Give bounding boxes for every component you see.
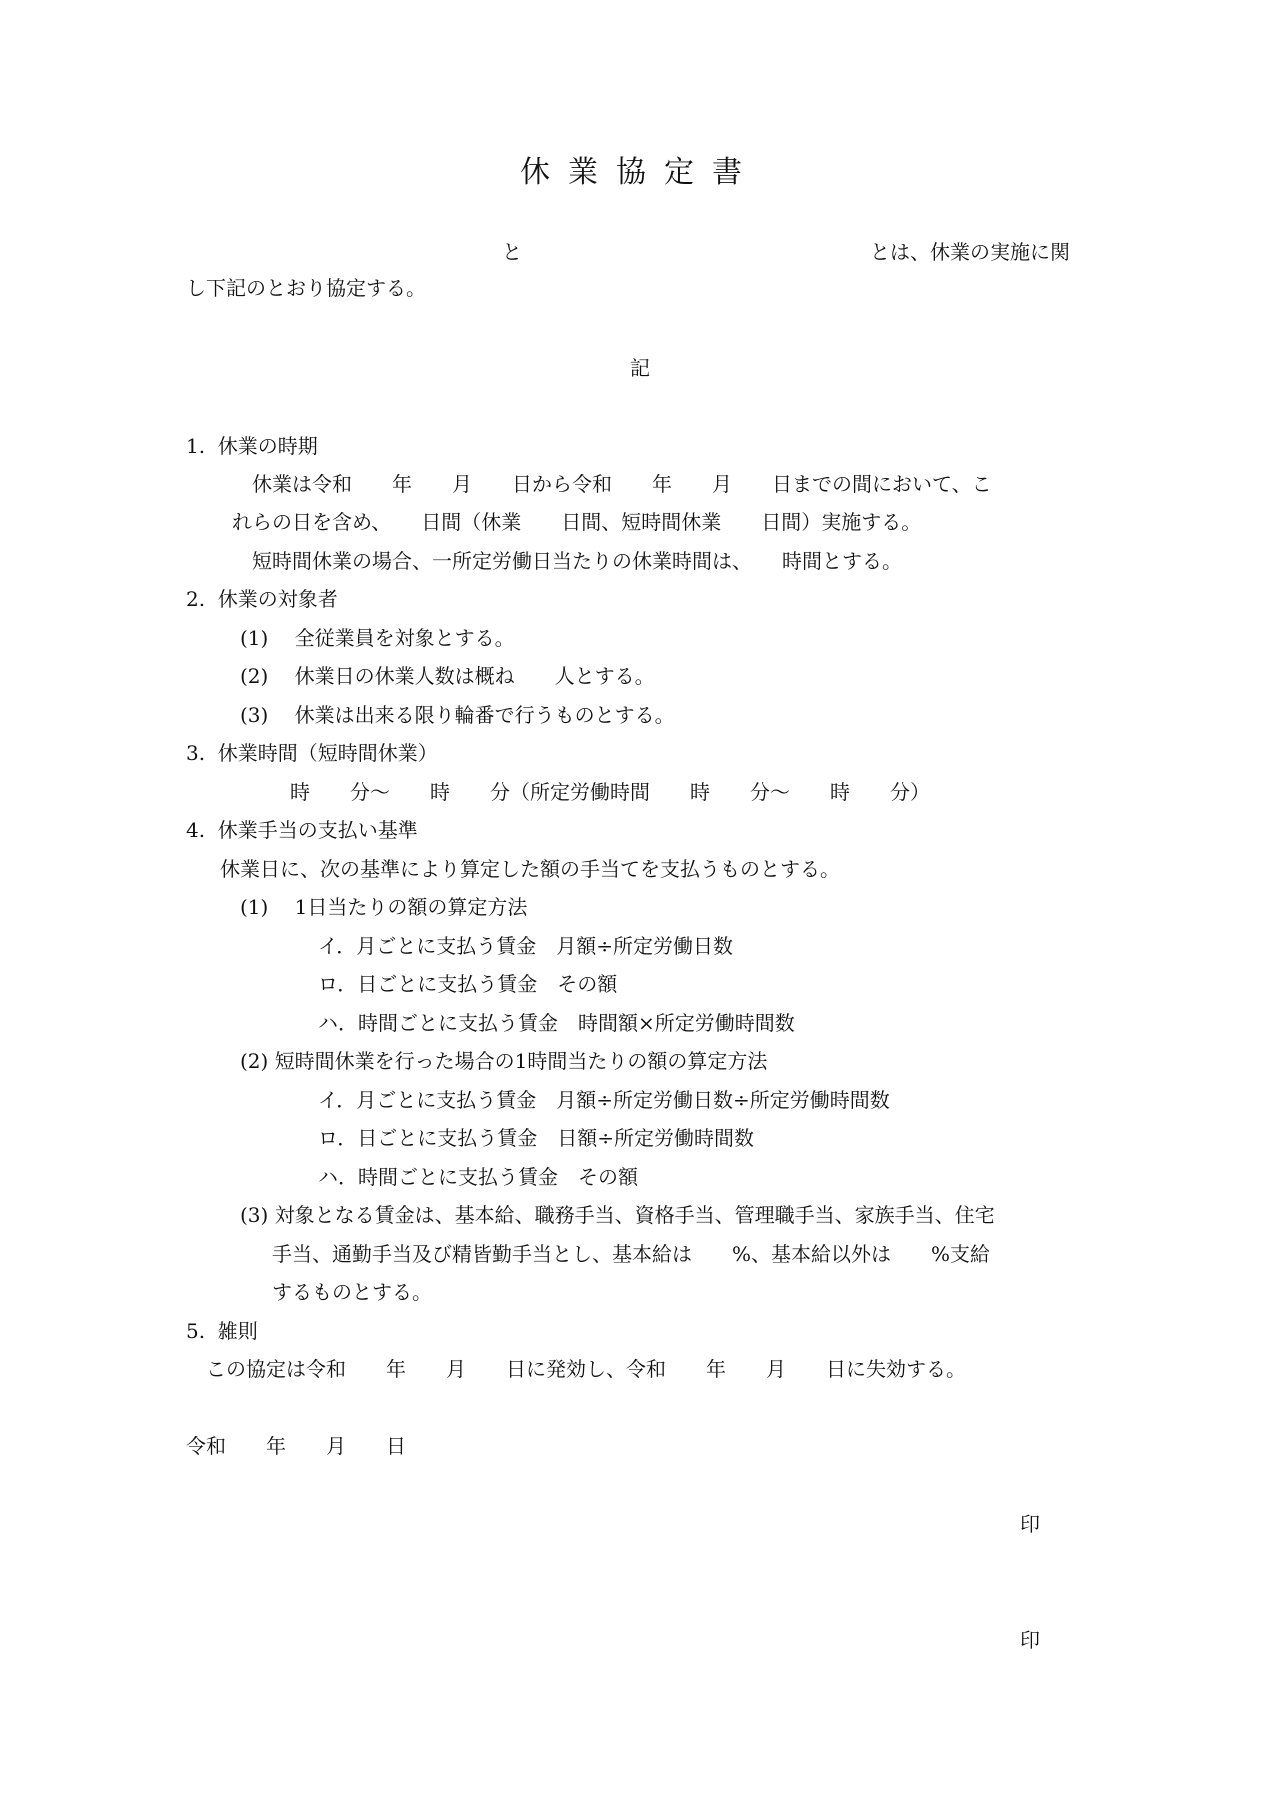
section-4-sub-2-heading: (2) 短時間休業を行った場合の1時間当たりの額の算定方法 (240, 1049, 768, 1073)
section-4-intro: 休業日に、次の基準により算定した額の手当てを支払うものとする。 (220, 857, 840, 881)
section-4-sub-3-line-3: するものとする。 (272, 1280, 432, 1304)
section-4-sub-1-item: イ．月ごとに支払う賃金 月額÷所定労働日数 (318, 934, 733, 958)
section-1-line-3: 短時間休業の場合、一所定労働日当たりの休業時間は、 時間とする。 (252, 549, 902, 573)
intro-line-2: し下記のとおり協定する。 (186, 276, 426, 300)
section-1-heading: 1. 休業の時期 (186, 434, 318, 458)
section-2-item: (2) 休業日の休業人数は概ね 人とする。 (240, 664, 655, 688)
section-2-heading: 2. 休業の対象者 (186, 587, 338, 611)
document-title: 休業協定書 (520, 155, 760, 190)
section-4-sub-1-item: ハ．時間ごとに支払う賃金 時間額×所定労働時間数 (318, 1011, 795, 1035)
intro-line-end: とは、休業の実施に関 (870, 240, 1070, 264)
section-4-sub-3-line-1: (3) 対象となる賃金は、基本給、職務手当、資格手当、管理職手当、家族手当、住宅 (240, 1203, 995, 1227)
section-4-heading: 4. 休業手当の支払い基準 (186, 818, 418, 842)
section-2-item: (3) 休業は出来る限り輪番で行うものとする。 (240, 703, 675, 727)
section-3-heading: 3. 休業時間（短時間休業） (186, 741, 438, 765)
section-4-sub-1-item: ロ．日ごとに支払う賃金 その額 (318, 972, 618, 996)
section-4-sub-3-line-2: 手当、通勤手当及び精皆勤手当とし、基本給は %、基本給以外は %支給 (272, 1242, 991, 1266)
section-4-sub-1-heading: (1) 1日当たりの額の算定方法 (240, 895, 528, 919)
seal-mark: 印 (1020, 1628, 1040, 1652)
section-1-line-1: 休業は令和 年 月 日から令和 年 月 日までの間において、こ (252, 472, 992, 496)
seal-mark: 印 (1020, 1512, 1040, 1536)
intro-party-connector: と (502, 240, 522, 264)
section-4-sub-2-item: ハ．時間ごとに支払う賃金 その額 (318, 1165, 638, 1189)
section-5-line-1: この協定は令和 年 月 日に発効し、令和 年 月 日に失効する。 (206, 1357, 966, 1381)
section-1-line-2: れらの日を含め、 日間（休業 日間、短時間休業 日間）実施する。 (232, 510, 922, 534)
section-5-heading: 5. 雑則 (186, 1319, 258, 1343)
section-4-sub-2-item: ロ．日ごとに支払う賃金 日額÷所定労働時間数 (318, 1126, 754, 1150)
section-2-item: (1) 全従業員を対象とする。 (240, 626, 515, 650)
section-4-sub-2-item: イ．月ごとに支払う賃金 月額÷所定労働日数÷所定労働時間数 (318, 1088, 890, 1112)
section-3-line-1: 時 分～ 時 分（所定労働時間 時 分～ 時 分） (290, 780, 930, 804)
ki-heading: 記 (630, 356, 650, 380)
date-line: 令和 年 月 日 (186, 1434, 406, 1458)
